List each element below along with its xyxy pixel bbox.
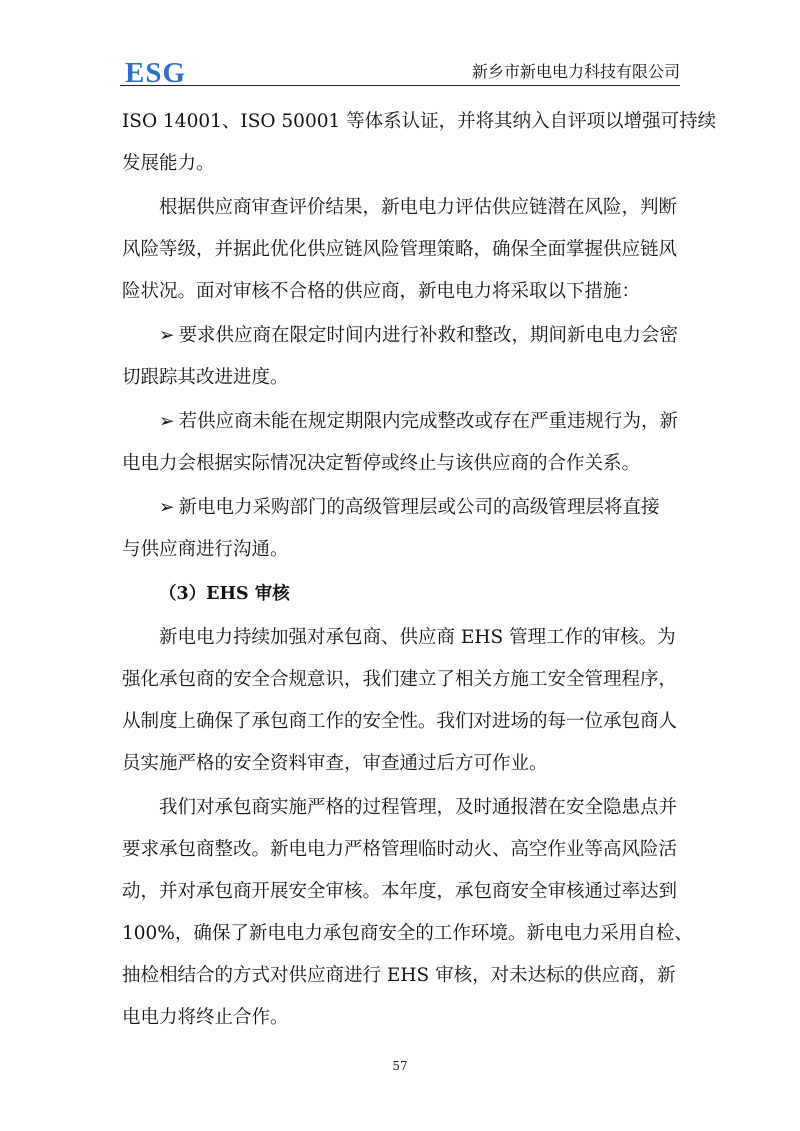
paragraph-line: 员实施严格的安全资料审查，审查通过后方可作业。 xyxy=(122,753,548,774)
paragraph-line: 根据供应商审查评价结果，新电电力评估供应链潜在风险，判断 xyxy=(159,197,678,218)
paragraph-line: 强化承包商的安全合规意识，我们建立了相关方施工安全管理程序， xyxy=(122,669,678,690)
paragraph-line: 风险等级，并据此优化供应链风险管理策略，确保全面掌握供应链风 xyxy=(122,239,678,260)
paragraph-line: 我们对承包商实施严格的过程管理，及时通报潜在安全隐患点并 xyxy=(159,797,678,818)
paragraph-line: 抽检相结合的方式对供应商进行 EHS 审核，对未达标的供应商，新 xyxy=(122,965,676,986)
paragraph-line: 发展能力。 xyxy=(122,153,215,174)
bullet-text: 要求供应商在限定时间内进行补救和整改，期间新电电力会密 xyxy=(178,325,679,346)
paragraph-line: 新电电力持续加强对承包商、供应商 EHS 管理工作的审核。为 xyxy=(159,627,676,648)
paragraph-line: 与供应商进行沟通。 xyxy=(122,539,289,560)
paragraph-line: 要求承包商整改。新电电力严格管理临时动火、高空作业等高风险活 xyxy=(122,839,678,860)
page-header xyxy=(122,56,680,89)
company-name: 新乡市新电电力科技有限公司 xyxy=(471,62,680,81)
esg-logo: ESG xyxy=(125,57,187,89)
paragraph-line: 切跟踪其改进进度。 xyxy=(122,367,289,388)
paragraph-line: 100%，确保了新电电力承包商安全的工作环境。新电电力采用自检、 xyxy=(122,923,693,944)
paragraph-line: 动，并对承包商开展安全审核。本年度，承包商安全审核通过率达到 xyxy=(122,881,678,902)
paragraph-line: 险状况。面对审核不合格的供应商，新电电力将采取以下措施： xyxy=(122,281,641,302)
bullet-text: 新电电力采购部门的高级管理层或公司的高级管理层将直接 xyxy=(178,497,660,518)
bullet-arrow-icon: ➢ xyxy=(159,411,175,432)
page-number: 57 xyxy=(392,1059,408,1073)
bullet-arrow-icon: ➢ xyxy=(159,325,175,346)
section-heading: （3）EHS 审核 xyxy=(159,584,290,604)
bullet-item xyxy=(122,315,682,357)
paragraph-line: 从制度上确保了承包商工作的安全性。我们对进场的每一位承包商人 xyxy=(122,711,678,732)
paragraph-line: 电电力将终止合作。 xyxy=(122,1007,289,1028)
bullet-arrow-icon: ➢ xyxy=(159,497,175,518)
bullet-text: 若供应商未能在规定期限内完成整改或存在严重违规行为，新 xyxy=(178,411,679,432)
bullet-item xyxy=(122,487,682,529)
header-rule xyxy=(120,85,680,86)
bullet-item xyxy=(122,401,682,443)
body-text xyxy=(122,101,717,1039)
paragraph-line: 电电力会根据实际情况决定暂停或终止与该供应商的合作关系。 xyxy=(122,453,641,474)
paragraph-line: ISO 14001、ISO 50001 等体系认证，并将其纳入自评项以增强可持续 xyxy=(122,111,717,132)
